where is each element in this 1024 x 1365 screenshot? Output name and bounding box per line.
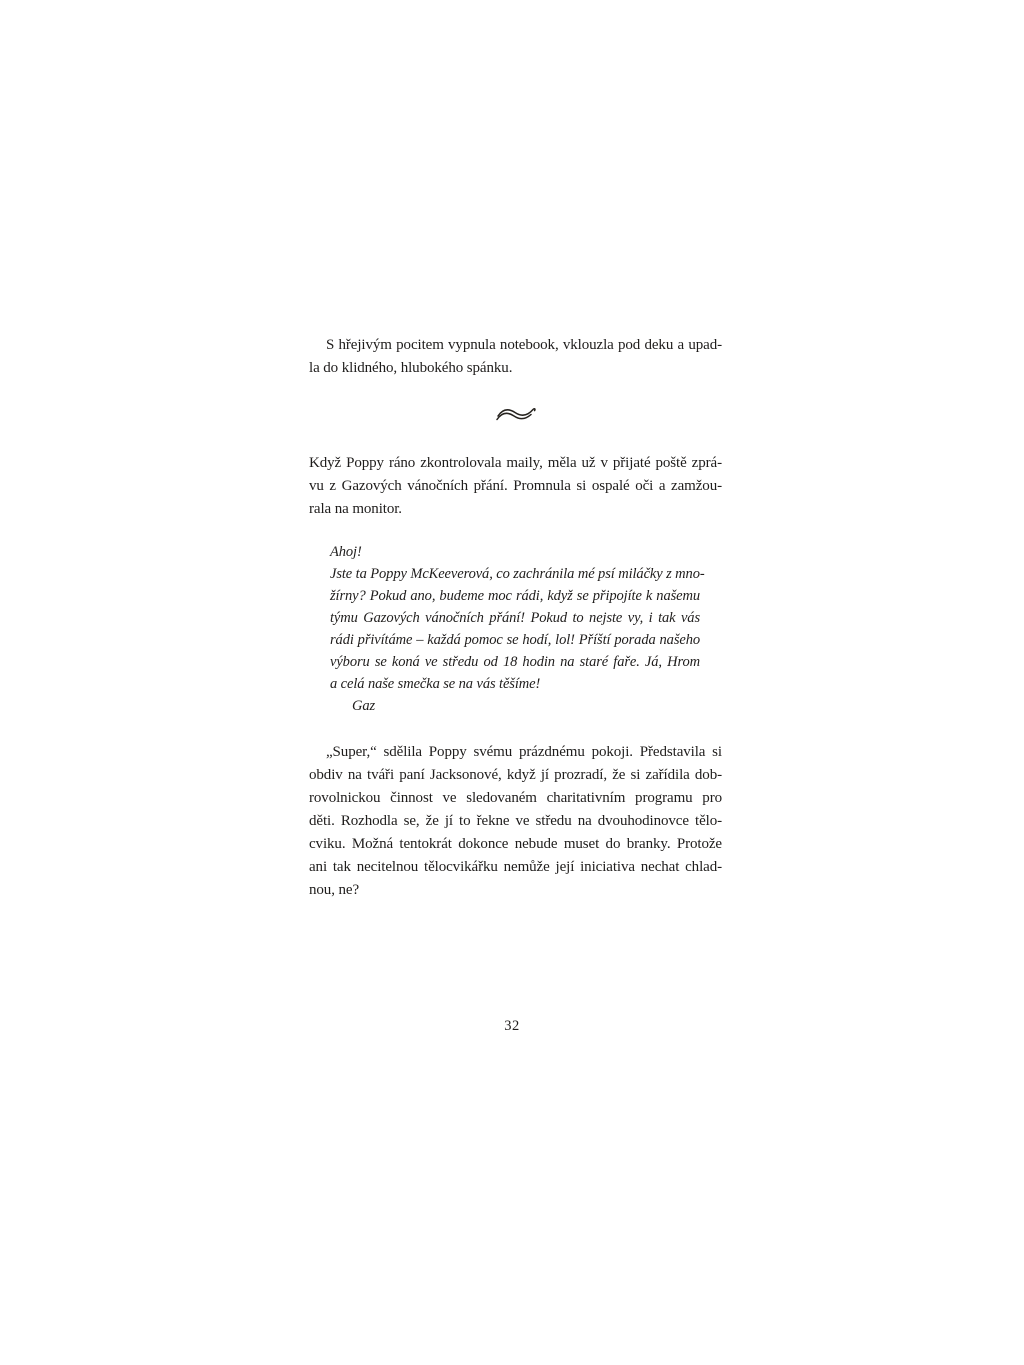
email-body (330, 563, 705, 695)
text-line: žírny? Pokud ano, budeme moc rádi, když se připojíte k našemu (330, 588, 700, 604)
text-line: obdiv na tváři paní Jacksonové, když jí prozradí, že si zařídila dob- (309, 767, 722, 783)
text-line: Jste ta Poppy McKeeverová, co zachránila mé psí miláčky z mno- (330, 566, 705, 582)
text-line: rala na monitor. (309, 501, 402, 517)
text-line: rádi přivítáme – každá pomoc se hodí, lol! Příští porada našeho (330, 632, 700, 648)
text-line: rovolnickou činnost ve sledovaném charitativním programu pro (309, 790, 722, 806)
text-line: „Super,“ sdělila Poppy svému prázdnému pokoji. Představila si (326, 744, 722, 760)
scene-break-swash-icon (493, 405, 539, 421)
page-number: 32 (504, 1018, 520, 1034)
text-line: týmu Gazových vánočních přání! Pokud to nejste vy, i tak vás (330, 610, 700, 626)
text-line: výboru se koná ve středu od 18 hodin na staré faře. Já, Hrom (330, 654, 700, 670)
text-line: la do klidného, hlubokého spánku. (309, 360, 513, 376)
paragraph (309, 334, 722, 380)
text-line: ani tak necitelnou tělocvikářku nemůže její iniciativa nechat chlad- (309, 859, 722, 875)
email-signature: Gaz (352, 698, 376, 714)
scene-break (309, 402, 722, 422)
email-quote-block (330, 541, 705, 717)
text-line: cviku. Možná tentokrát dokonce nebude muset do branky. Protože (309, 836, 722, 852)
text-line: děti. Rozhodla se, že jí to řekne ve středu na dvouhodinovce tělo- (309, 813, 722, 829)
text-line: S hřejivým pocitem vypnula notebook, vklouzla pod deku a upad- (326, 337, 722, 353)
text-line: a celá naše smečka se na vás těšíme! (330, 676, 541, 692)
text-line: vu z Gazových vánočních přání. Promnula si ospalé oči a zamžou- (309, 478, 722, 494)
paragraph (309, 452, 722, 521)
paragraph (309, 741, 722, 902)
text-line: nou, ne? (309, 882, 360, 898)
text-column (309, 334, 722, 902)
email-salutation: Ahoj! (330, 544, 362, 560)
text-line: Když Poppy ráno zkontrolovala maily, měla už v přijaté poště zprá- (309, 455, 722, 471)
